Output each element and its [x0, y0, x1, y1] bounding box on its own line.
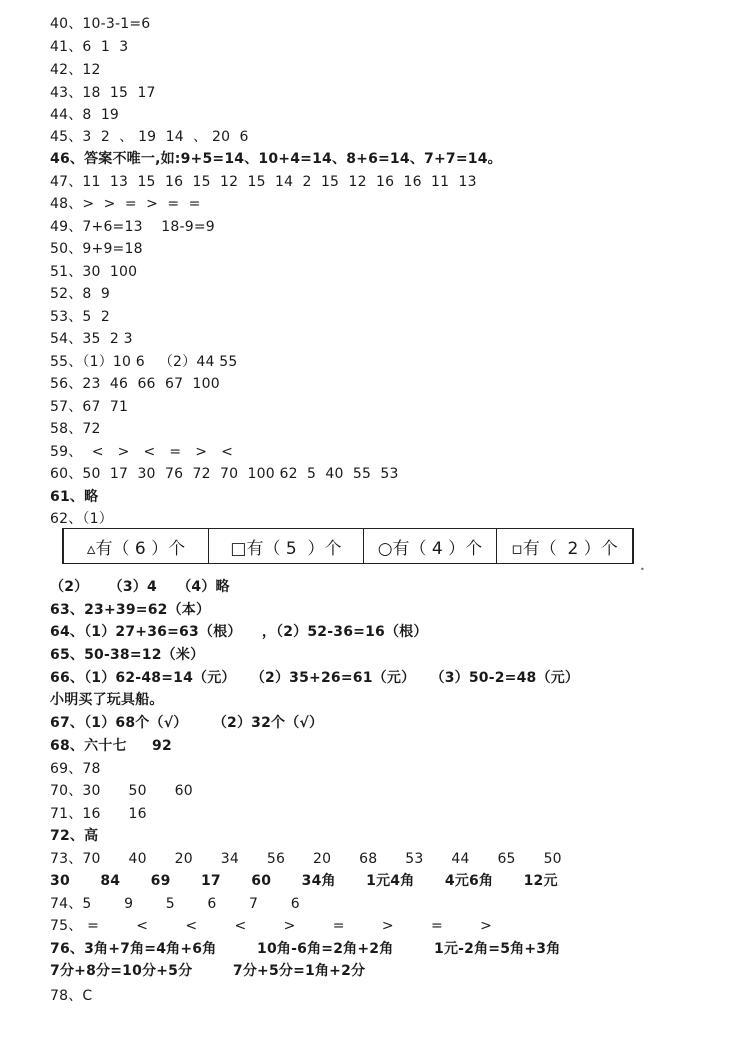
answer-line-70: 70、30 50 60: [50, 783, 193, 799]
answer-line-49: 49、7+6=13 18-9=9: [50, 219, 215, 235]
answer-line-65: 65、50-38=12（米）: [50, 647, 205, 663]
square-count-cell: □有（ 5 ）个: [208, 529, 363, 563]
answer-line-57: 57、67 71: [50, 399, 129, 415]
answer-line-58: 58、72: [50, 421, 101, 437]
answer-line-40: 40、10-3-1=6: [50, 16, 151, 32]
answer-line-43: 43、18 15 17: [50, 85, 156, 101]
small-square-count-cell: ▫有（ 2 ）个: [496, 529, 634, 563]
answer-line-59: 59、 < > < = > <: [50, 444, 234, 460]
answer-line-61: 61、略: [50, 489, 99, 505]
answer-line-64: 64、（1）27+36=63（根） ，（2）52-36=16（根）: [50, 624, 428, 640]
answer-line-62: 62、（1）: [50, 511, 113, 527]
answer-line-41: 41、6 1 3: [50, 39, 129, 55]
answer-line-60: 60、50 17 30 76 72 70 100 62 5 40 55 53: [50, 466, 399, 482]
answer-line-74: 74、5 9 5 6 7 6: [50, 896, 300, 912]
answer-line-73: 73、70 40 20 34 56 20 68 53 44 65 50: [50, 851, 562, 867]
answer-line-68: 68、六十七 92: [50, 738, 172, 754]
answer-line-69: 69、78: [50, 761, 101, 777]
answer-line-48: 48、> > = > = =: [50, 196, 201, 212]
answer-line-66-conclusion: 小明买了玩具船。: [50, 692, 164, 708]
answer-line-66: 66、（1）62-48=14（元） （2）35+26=61（元） （3）50-2=48（元）: [50, 670, 580, 686]
answer-line-72: 72、高: [50, 828, 99, 844]
answer-line-56: 56、23 46 66 67 100: [50, 376, 220, 392]
answer-line-50: 50、9+9=18: [50, 241, 143, 257]
answer-line-51: 51、30 100: [50, 264, 138, 280]
answer-line-55: 55、（1）10 6 （2）44 55: [50, 354, 238, 370]
answer-line-63: 63、23+39=62（本）: [50, 602, 211, 618]
answer-line-62-parts: （2） （3）4 （4）略: [50, 579, 230, 595]
answer-line-44: 44、8 19: [50, 107, 120, 123]
stray-mark: •: [640, 565, 645, 574]
answer-line-52: 52、8 9: [50, 286, 110, 302]
circle-count-cell: ○有（ 4 ）个: [363, 529, 496, 563]
answer-line-76: 76、3角+7角=4角+6角 10角-6角=2角+2角 1元-2角=5角+3角: [50, 941, 561, 957]
answer-line-67: 67、（1）68个（√） （2）32个（√）: [50, 715, 324, 731]
answer-line-78: 78、C: [50, 988, 93, 1004]
answer-line-46: 46、答案不唯一,如:9+5=14、10+4=14、8+6=14、7+7=14。: [50, 151, 502, 167]
answer-line-45: 45、3 2 、 19 14 、 20 6: [50, 129, 249, 145]
answer-line-71: 71、16 16: [50, 806, 147, 822]
answer-line-47: 47、11 13 15 16 15 12 15 14 2 15 12 16 16 11 13: [50, 174, 477, 190]
answer-line-76-continued: 7分+8分=10分+5分 7分+5分=1角+2分: [50, 963, 366, 979]
answer-line-75: 75、 = < < < > = > = >: [50, 918, 493, 934]
triangle-count-cell: ▵有（ 6 ）个: [62, 529, 208, 563]
answer-line-73-continued: 30 84 69 17 60 34角 1元4角 4元6角 12元: [50, 873, 558, 889]
answer-line-54: 54、35 2 3: [50, 331, 133, 347]
shape-count-table: [62, 528, 634, 564]
answer-line-42: 42、12: [50, 62, 101, 78]
answer-line-53: 53、5 2: [50, 309, 110, 325]
